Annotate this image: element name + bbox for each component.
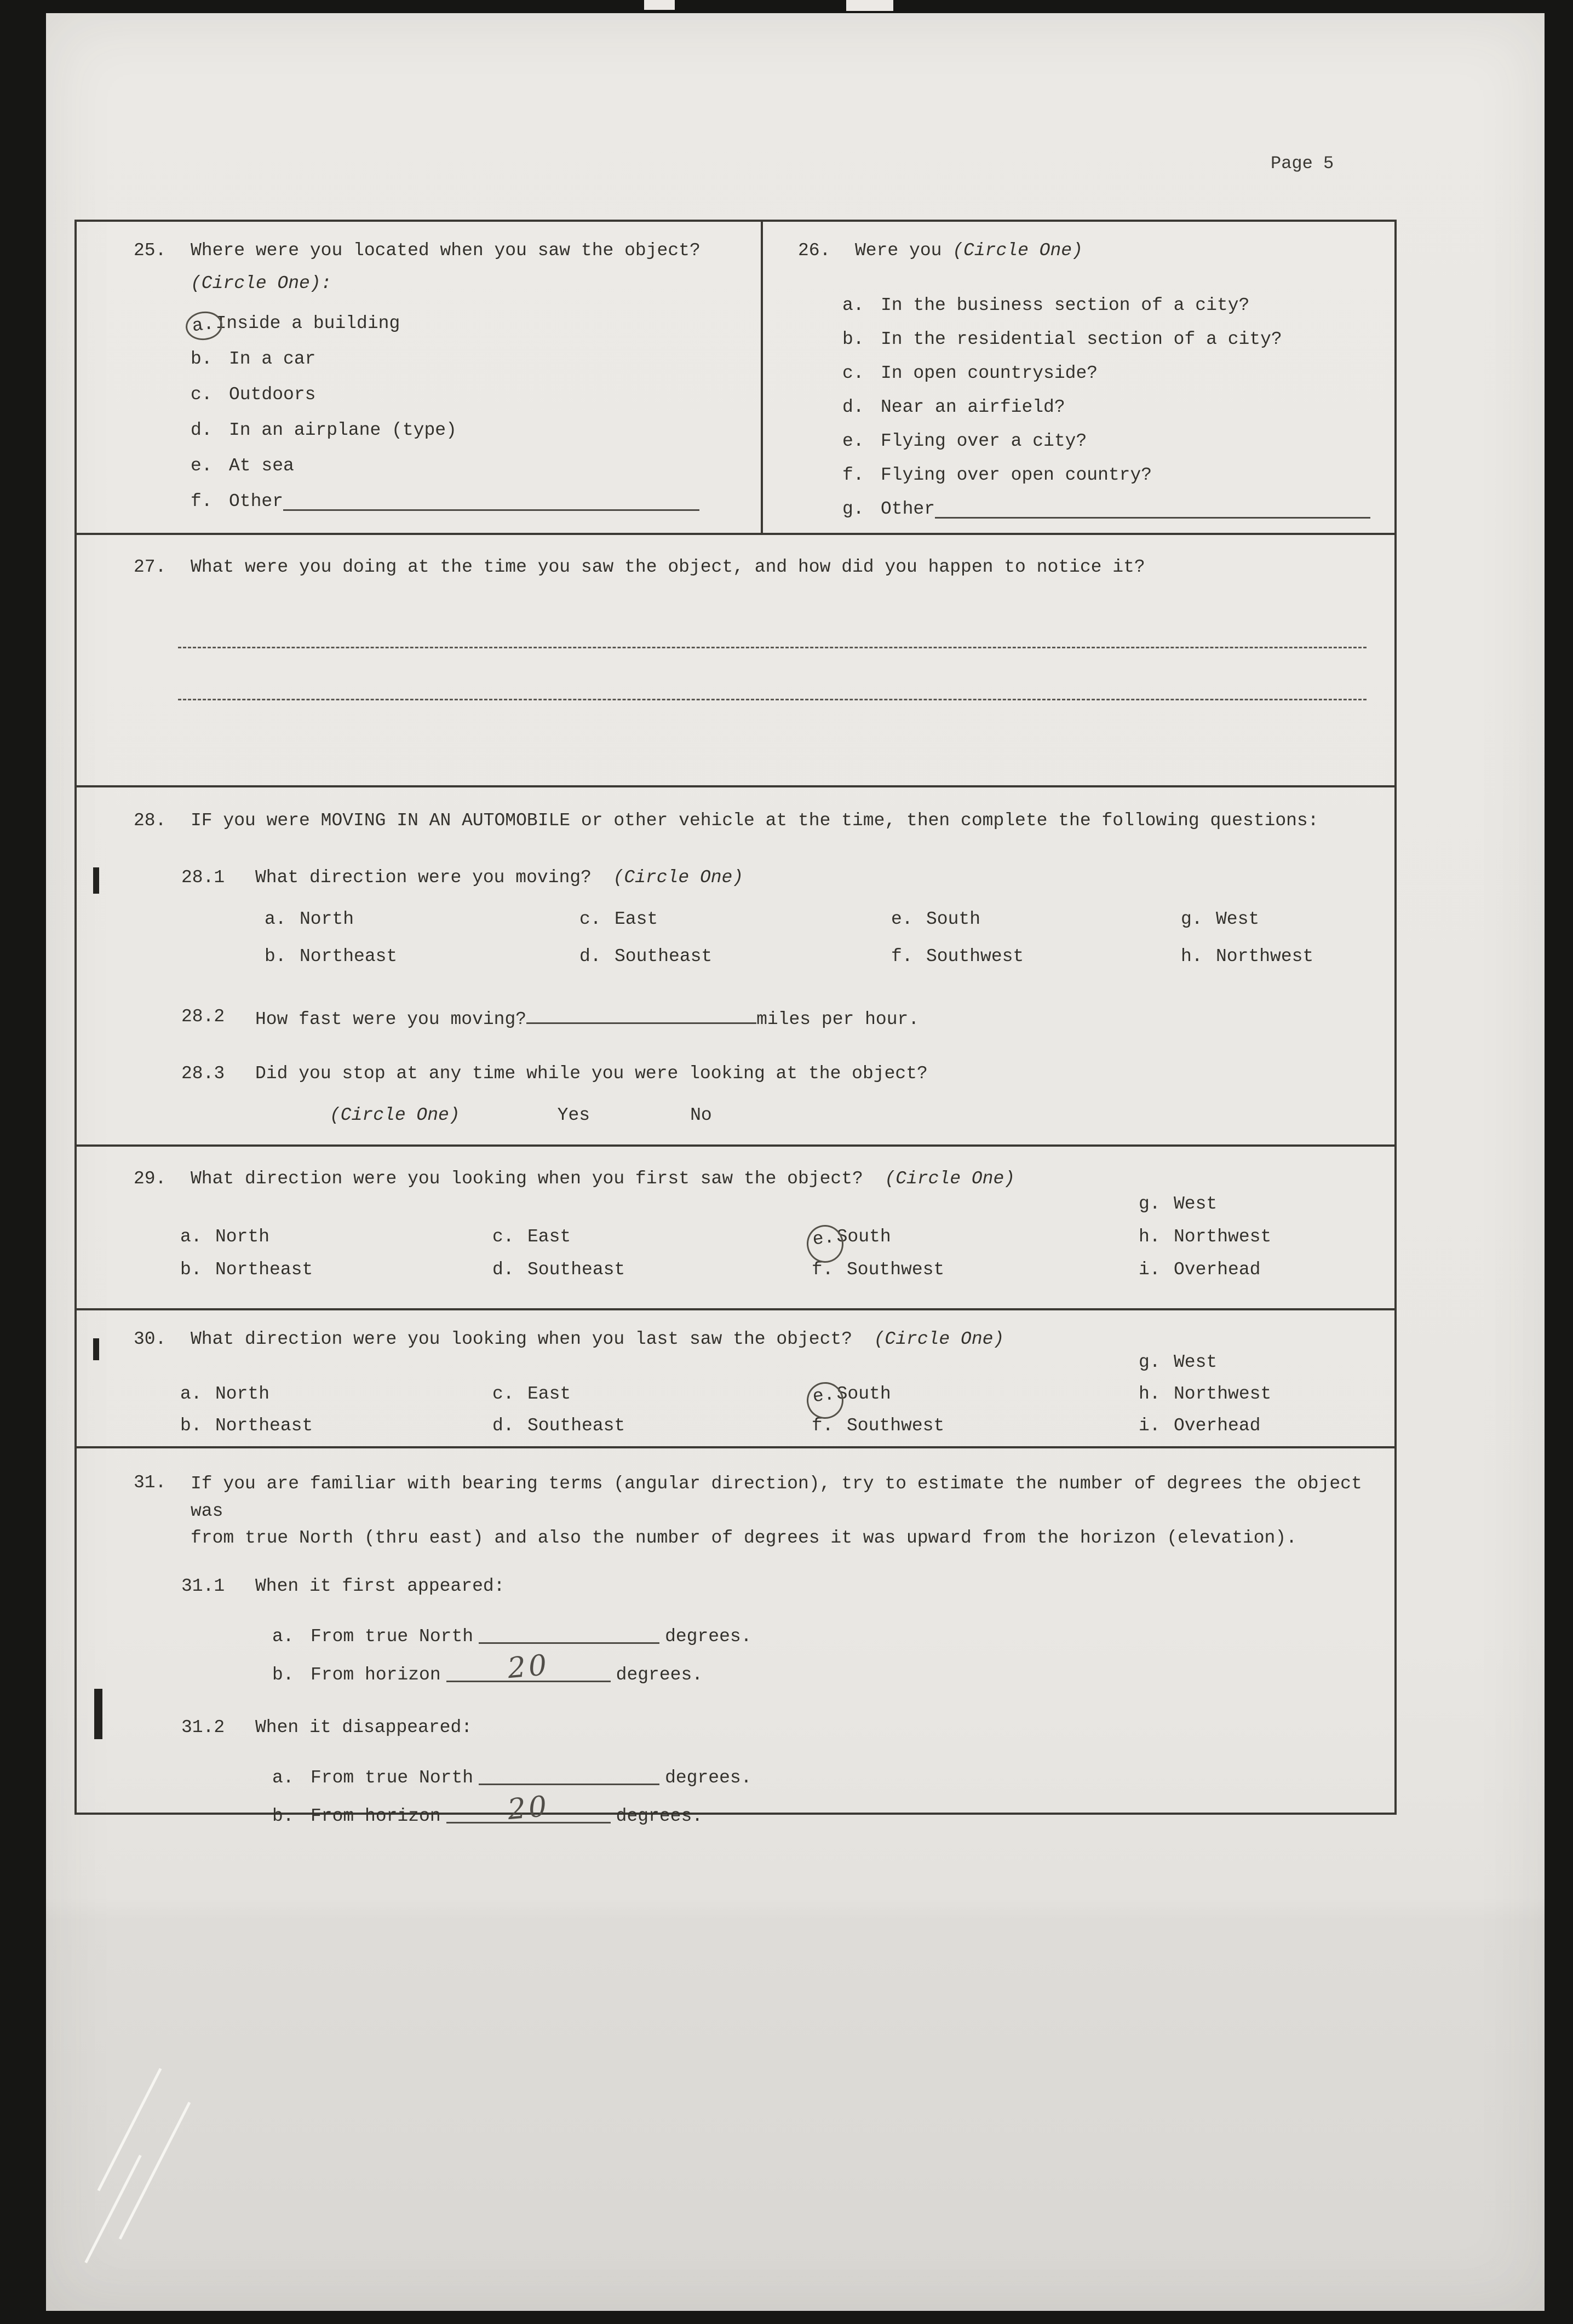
question-27 bbox=[77, 535, 1394, 787]
question-25 bbox=[77, 222, 763, 533]
film-notch bbox=[846, 0, 893, 11]
question-number: 25. bbox=[134, 240, 167, 261]
option-label: West bbox=[1216, 909, 1260, 930]
question-29 bbox=[77, 1147, 1394, 1310]
direction-options bbox=[265, 909, 1383, 983]
answer-line bbox=[178, 699, 1367, 700]
scan-artifact bbox=[93, 1338, 99, 1360]
option-label: Flying over a city? bbox=[881, 431, 1087, 452]
option-letter: g. bbox=[1139, 1194, 1161, 1215]
option bbox=[191, 456, 750, 491]
option bbox=[812, 1384, 1139, 1416]
other-blank-line bbox=[935, 499, 1370, 519]
option-letter: d. bbox=[191, 420, 213, 441]
question-text-main: What direction were you looking when you last saw the object? bbox=[191, 1329, 852, 1349]
question-26 bbox=[763, 222, 1394, 533]
option bbox=[1139, 1352, 1383, 1384]
question-30 bbox=[77, 1310, 1394, 1448]
circle-one-instruction: (Circle One): bbox=[191, 273, 332, 294]
option-label: Inside a building bbox=[215, 313, 400, 334]
scan-scratch bbox=[119, 2102, 191, 2240]
field-suffix: degrees. bbox=[616, 1806, 703, 1827]
option-letter: a. bbox=[842, 295, 864, 316]
question-number: 31.2 bbox=[181, 1717, 225, 1738]
empty-cell bbox=[812, 1194, 1139, 1227]
yes-no-row bbox=[330, 1105, 1383, 1125]
option-letter: d. bbox=[579, 946, 601, 967]
option-label: Outdoors bbox=[229, 384, 316, 405]
question-text-main: Were you bbox=[855, 240, 942, 261]
empty-cell bbox=[180, 1352, 492, 1384]
option bbox=[1181, 946, 1383, 983]
question-text bbox=[191, 1166, 1383, 1192]
film-notch bbox=[644, 0, 675, 10]
question-28-3 bbox=[181, 1061, 1383, 1086]
option bbox=[191, 313, 750, 349]
question-number: 28.2 bbox=[181, 1006, 225, 1027]
degrees-blank-line bbox=[479, 1624, 659, 1644]
question-text: Where were you located when you saw the object? bbox=[191, 240, 701, 261]
option-label: Southeast bbox=[615, 946, 713, 967]
option-label: South bbox=[836, 1384, 891, 1405]
option-letter: e. bbox=[805, 1380, 845, 1421]
question-28-1 bbox=[181, 865, 1383, 890]
options-list bbox=[191, 313, 750, 527]
option-letter: b. bbox=[265, 946, 286, 967]
option-letter: a. bbox=[272, 1626, 294, 1647]
question-text bbox=[191, 1327, 1383, 1352]
option-letter: f. bbox=[891, 946, 913, 967]
option-label: Near an airfield? bbox=[881, 397, 1065, 418]
field-label: From horizon bbox=[311, 1806, 441, 1827]
option-label: Southwest bbox=[847, 1416, 945, 1436]
other-blank-line bbox=[283, 491, 699, 511]
option-letter: b. bbox=[272, 1806, 294, 1827]
scan-artifact bbox=[93, 867, 99, 894]
option bbox=[191, 384, 750, 420]
option-label: In open countryside? bbox=[881, 363, 1098, 384]
option bbox=[1139, 1194, 1383, 1227]
question-number: 28.3 bbox=[181, 1063, 225, 1084]
option-letter: f. bbox=[812, 1259, 834, 1280]
option-label: Southwest bbox=[847, 1259, 945, 1280]
direction-options bbox=[180, 1194, 1383, 1292]
option-label: North bbox=[215, 1384, 270, 1405]
option-letter: h. bbox=[1139, 1384, 1161, 1405]
circle-one-instruction: (Circle One) bbox=[330, 1105, 460, 1125]
option bbox=[1139, 1227, 1383, 1259]
option-letter: b. bbox=[180, 1259, 202, 1280]
field-label: From horizon bbox=[311, 1664, 441, 1685]
question-text: IF you were MOVING IN AN AUTOMOBILE or other vehicle at the time, then complete the following questions: bbox=[191, 810, 1319, 831]
empty-cell bbox=[492, 1352, 812, 1384]
direction-options bbox=[180, 1352, 1383, 1447]
question-text-line2: from true North (thru east) and also the number of degrees it was upward from the horizon (elevation). bbox=[191, 1528, 1297, 1548]
question-number: 31. bbox=[134, 1472, 167, 1493]
option-label: West bbox=[1174, 1194, 1218, 1215]
option bbox=[191, 491, 750, 527]
question-text bbox=[255, 1004, 919, 1032]
option-letter: b. bbox=[191, 349, 213, 370]
handwritten-degrees-value: 20 bbox=[506, 1648, 551, 1686]
option-letter: g. bbox=[1181, 909, 1203, 930]
option-label: South bbox=[926, 909, 981, 930]
option bbox=[1181, 909, 1383, 946]
empty-cell bbox=[492, 1194, 812, 1227]
yes-option: Yes bbox=[557, 1105, 590, 1125]
option-label: Northwest bbox=[1216, 946, 1314, 967]
option-letter: f. bbox=[812, 1416, 834, 1436]
question-text: When it disappeared: bbox=[255, 1717, 473, 1738]
option-letter: c. bbox=[579, 909, 601, 930]
question-text bbox=[255, 865, 743, 890]
option bbox=[891, 946, 1181, 983]
bearing-row bbox=[272, 1765, 1383, 1791]
option-letter: a. bbox=[272, 1768, 294, 1788]
option-letter: a. bbox=[184, 309, 223, 342]
option bbox=[492, 1227, 812, 1259]
option-label: North bbox=[215, 1227, 270, 1247]
question-number: 29. bbox=[134, 1169, 167, 1189]
option-label: Northwest bbox=[1174, 1227, 1272, 1247]
option bbox=[492, 1259, 812, 1292]
question-number: 28.1 bbox=[181, 867, 225, 888]
question-31-1 bbox=[181, 1574, 1383, 1599]
option-letter: i. bbox=[1139, 1259, 1161, 1280]
option-label: East bbox=[615, 909, 658, 930]
option-letter: e. bbox=[191, 456, 213, 476]
handwritten-degrees-value: 20 bbox=[506, 1790, 551, 1827]
option-label: In an airplane (type) bbox=[229, 420, 457, 441]
option-letter: d. bbox=[492, 1259, 514, 1280]
option-letter: b. bbox=[842, 329, 864, 350]
option bbox=[191, 349, 750, 384]
option-label: East bbox=[527, 1384, 571, 1405]
option-letter: c. bbox=[492, 1227, 514, 1247]
option-letter: d. bbox=[492, 1416, 514, 1436]
option-label: West bbox=[1174, 1352, 1218, 1373]
option-letter: g. bbox=[1139, 1352, 1161, 1373]
option bbox=[579, 946, 891, 983]
option-letter: e. bbox=[891, 909, 913, 930]
field-suffix: degrees. bbox=[616, 1664, 703, 1685]
question-text-main: What direction were you looking when you first saw the object? bbox=[191, 1169, 863, 1189]
option-label: East bbox=[527, 1227, 571, 1247]
question-text: When it first appeared: bbox=[255, 1575, 505, 1596]
option-letter: b. bbox=[272, 1664, 294, 1685]
scan-artifact bbox=[94, 1689, 102, 1739]
option-letter: e. bbox=[842, 431, 864, 452]
question-number: 26. bbox=[798, 240, 831, 261]
option bbox=[842, 363, 1383, 397]
degrees-blank-line bbox=[446, 1790, 611, 1827]
empty-cell bbox=[180, 1194, 492, 1227]
question-number: 27. bbox=[134, 557, 167, 577]
option bbox=[492, 1416, 812, 1447]
option-letter: a. bbox=[265, 909, 286, 930]
option bbox=[265, 946, 579, 983]
question-28 bbox=[77, 787, 1394, 1147]
circle-one-instruction: (Circle One) bbox=[613, 867, 744, 888]
option bbox=[842, 397, 1383, 431]
elevation-row bbox=[272, 1648, 1383, 1688]
option-letter: g. bbox=[842, 499, 864, 520]
option-label: Overhead bbox=[1174, 1416, 1261, 1436]
option bbox=[1139, 1416, 1383, 1447]
option-label: Other bbox=[229, 491, 284, 512]
option-label: South bbox=[836, 1227, 891, 1247]
question-text bbox=[191, 1470, 1383, 1552]
question-text-line1: If you are familiar with bearing terms (angular direction), try to estimate the number of degrees the object was bbox=[191, 1474, 1362, 1521]
option-label: Flying over open country? bbox=[881, 465, 1152, 486]
option-label: Other bbox=[881, 499, 935, 520]
option bbox=[842, 499, 1383, 533]
questionnaire-form bbox=[74, 220, 1397, 1827]
option-letter: i. bbox=[1139, 1416, 1161, 1436]
empty-cell bbox=[812, 1352, 1139, 1384]
option-letter: h. bbox=[1139, 1227, 1161, 1247]
circle-one-instruction: (Circle One) bbox=[874, 1329, 1004, 1349]
option-label: Southeast bbox=[527, 1416, 625, 1436]
options-list bbox=[842, 295, 1383, 533]
option bbox=[842, 295, 1383, 329]
question-number: 28. bbox=[134, 810, 167, 831]
option-letter: d. bbox=[842, 397, 864, 418]
option bbox=[812, 1227, 1139, 1259]
circle-one-instruction: (Circle One) bbox=[885, 1169, 1015, 1189]
page-number: Page 5 bbox=[1271, 153, 1334, 174]
degrees-blank-line bbox=[446, 1648, 611, 1686]
option-letter: e. bbox=[805, 1223, 846, 1265]
circle-one-instruction: (Circle One) bbox=[952, 240, 1083, 261]
option-letter: f. bbox=[191, 491, 213, 512]
option bbox=[1139, 1384, 1383, 1416]
option-letter: f. bbox=[842, 465, 864, 486]
option bbox=[265, 909, 579, 946]
option-letter: h. bbox=[1181, 946, 1203, 967]
question-31-2 bbox=[181, 1715, 1383, 1740]
option bbox=[842, 431, 1383, 465]
option-letter: c. bbox=[842, 363, 864, 384]
option-letter: c. bbox=[191, 384, 213, 405]
speed-blank-line bbox=[526, 1004, 756, 1024]
option bbox=[579, 909, 891, 946]
location-section bbox=[77, 222, 1394, 535]
bearing-row bbox=[272, 1624, 1383, 1649]
scanned-paper bbox=[46, 13, 1545, 2311]
option-label: Northeast bbox=[300, 946, 398, 967]
option-letter: a. bbox=[180, 1227, 202, 1247]
option bbox=[180, 1384, 492, 1416]
question-number: 30. bbox=[134, 1329, 167, 1349]
option-label: Northwest bbox=[1174, 1384, 1272, 1405]
question-31 bbox=[77, 1448, 1394, 1830]
option bbox=[191, 420, 750, 456]
question-text: What were you doing at the time you saw the object, and how did you happen to notice it? bbox=[191, 557, 1145, 577]
option-label: Southeast bbox=[527, 1259, 625, 1280]
option-label: Northeast bbox=[215, 1416, 313, 1436]
option-letter: a. bbox=[180, 1384, 202, 1405]
option bbox=[891, 909, 1181, 946]
option bbox=[842, 465, 1383, 499]
option-label: At sea bbox=[229, 456, 294, 476]
no-option: No bbox=[690, 1105, 712, 1125]
field-label: From true North bbox=[311, 1768, 474, 1788]
option bbox=[842, 329, 1383, 363]
option-label: Northeast bbox=[215, 1259, 313, 1280]
question-text-main: How fast were you moving? bbox=[255, 1009, 527, 1030]
option bbox=[180, 1259, 492, 1292]
option bbox=[812, 1416, 1139, 1447]
option-label: In the business section of a city? bbox=[881, 295, 1250, 316]
question-text-main: What direction were you moving? bbox=[255, 867, 592, 888]
option bbox=[1139, 1259, 1383, 1292]
option-label: In a car bbox=[229, 349, 316, 370]
field-suffix: degrees. bbox=[665, 1768, 752, 1788]
option-letter: c. bbox=[492, 1384, 514, 1405]
option-label: Southwest bbox=[926, 946, 1024, 967]
option-label: North bbox=[300, 909, 354, 930]
elevation-row bbox=[272, 1790, 1383, 1829]
question-28-2 bbox=[181, 1004, 1383, 1032]
question-number: 31.1 bbox=[181, 1575, 225, 1596]
question-suffix: miles per hour. bbox=[756, 1009, 920, 1030]
field-suffix: degrees. bbox=[665, 1626, 752, 1647]
option bbox=[180, 1416, 492, 1447]
option bbox=[812, 1259, 1139, 1292]
option bbox=[492, 1384, 812, 1416]
answer-line bbox=[178, 647, 1367, 648]
option-letter: b. bbox=[180, 1416, 202, 1436]
option-label: In the residential section of a city? bbox=[881, 329, 1282, 350]
question-text bbox=[855, 238, 1383, 263]
degrees-blank-line bbox=[479, 1765, 659, 1785]
option-label: Overhead bbox=[1174, 1259, 1261, 1280]
question-text: Did you stop at any time while you were looking at the object? bbox=[255, 1063, 928, 1084]
option bbox=[180, 1227, 492, 1259]
field-label: From true North bbox=[311, 1626, 474, 1647]
